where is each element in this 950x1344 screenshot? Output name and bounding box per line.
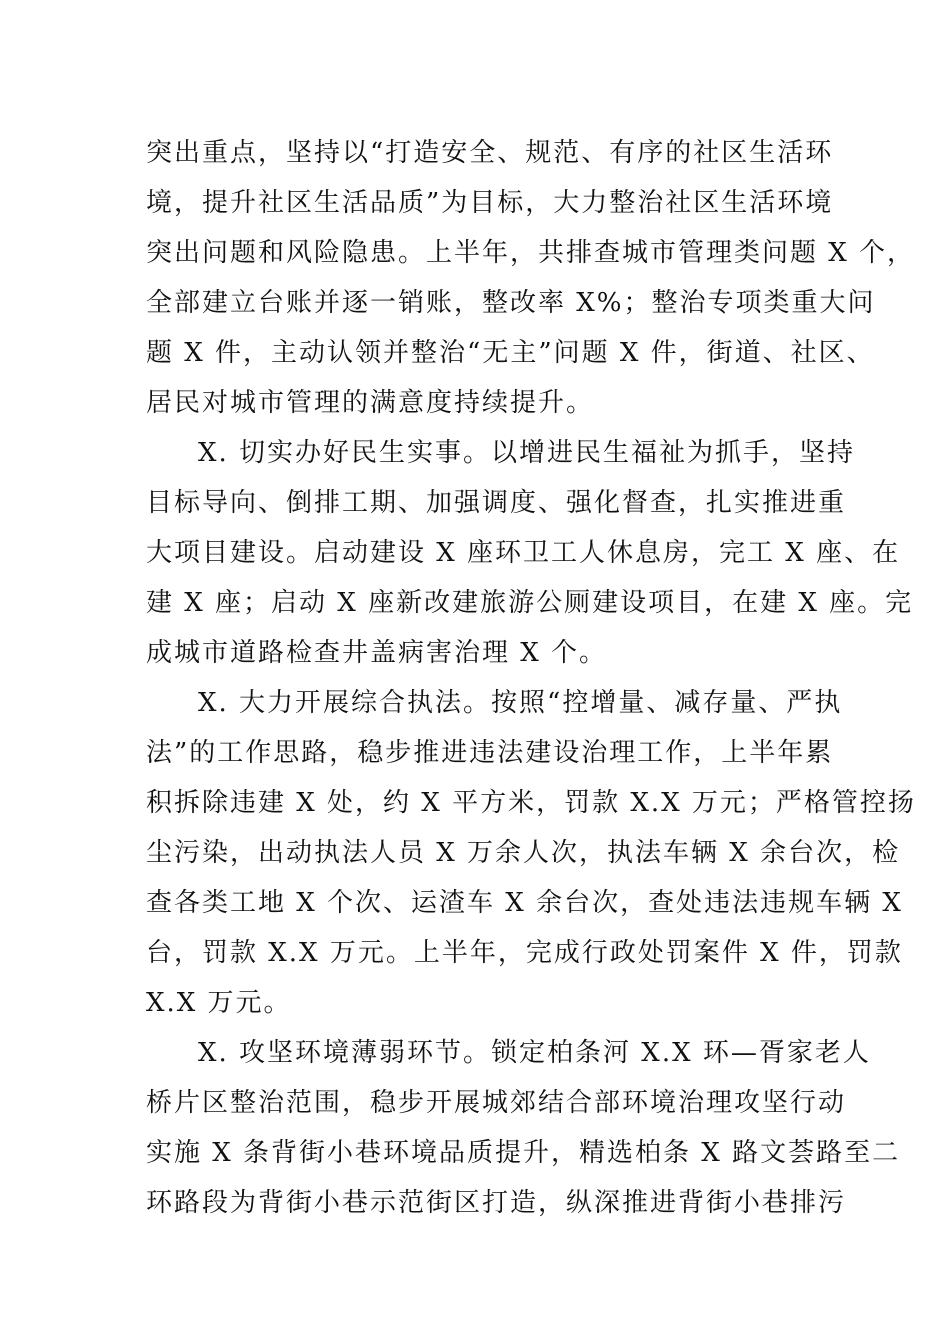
paragraph-line: 建 X 座；启动 X 座新改建旅游公厕建设项目，在建 X 座。完 (146, 588, 914, 618)
paragraph-4 (146, 1028, 901, 1228)
paragraph-line: X. 攻坚环境薄弱环节。锁定柏条河 X.X 环—胥家老人 (198, 1038, 871, 1068)
document-body (146, 128, 916, 1228)
paragraph-line: 桥片区整治范围，稳步开展城郊结合部环境治理攻坚行动 (146, 1088, 847, 1118)
paragraph-line: 法”的工作思路，稳步推进违法建设治理工作，上半年累 (146, 738, 834, 768)
paragraph-line: X. 切实办好民生实事。以增进民生福祉为抓手，坚持 (198, 438, 856, 468)
paragraph-1 (146, 128, 916, 428)
paragraph-line: 突出重点，坚持以“打造安全、规范、有序的社区生活环 (146, 138, 834, 168)
paragraph-line: 突出问题和风险隐患。上半年，共排查城市管理类问题 X 个， (146, 238, 916, 268)
paragraph-line: 居民对城市管理的满意度持续提升。 (146, 388, 595, 418)
paragraph-line: X. 大力开展综合执法。按照“控增量、减存量、严执 (198, 688, 843, 718)
paragraph-line: 台，罚款 X.X 万元。上半年，完成行政处罚案件 X 件，罚款 (146, 938, 903, 968)
paragraph-line: 目标导向、倒排工期、加强调度、强化督查，扎实推进重 (146, 488, 847, 518)
paragraph-line: 题 X 件，主动认领并整治“无主”问题 X 件，街道、社区、 (146, 338, 875, 368)
paragraph-line: 实施 X 条背街小巷环境品质提升，精选柏条 X 路文荟路至二 (146, 1138, 901, 1168)
paragraph-line: X.X 万元。 (146, 988, 292, 1018)
paragraph-line: 成城市道路检查井盖病害治理 X 个。 (146, 638, 608, 668)
paragraph-2 (146, 428, 914, 678)
paragraph-line: 境，提升社区生活品质”为目标，大力整治社区生活环境 (146, 188, 834, 218)
paragraph-line: 全部建立台账并逐一销账，整改率 X%；整治专项类重大问 (146, 288, 876, 318)
paragraph-line: 积拆除违建 X 处，约 X 平方米，罚款 X.X 万元；严格管控扬 (146, 788, 916, 818)
paragraph-line: 查各类工地 X 个次、运渣车 X 余台次，查处违法违规车辆 X (146, 888, 903, 918)
paragraph-line: 大项目建设。启动建设 X 座环卫工人休息房，完工 X 座、在 (146, 538, 901, 568)
paragraph-line: 尘污染，出动执法人员 X 万余人次，执法车辆 X 余台次，检 (146, 838, 901, 868)
paragraph-3 (146, 678, 916, 1028)
paragraph-line: 环路段为背街小巷示范街区打造，纵深推进背街小巷排污 (146, 1188, 847, 1218)
